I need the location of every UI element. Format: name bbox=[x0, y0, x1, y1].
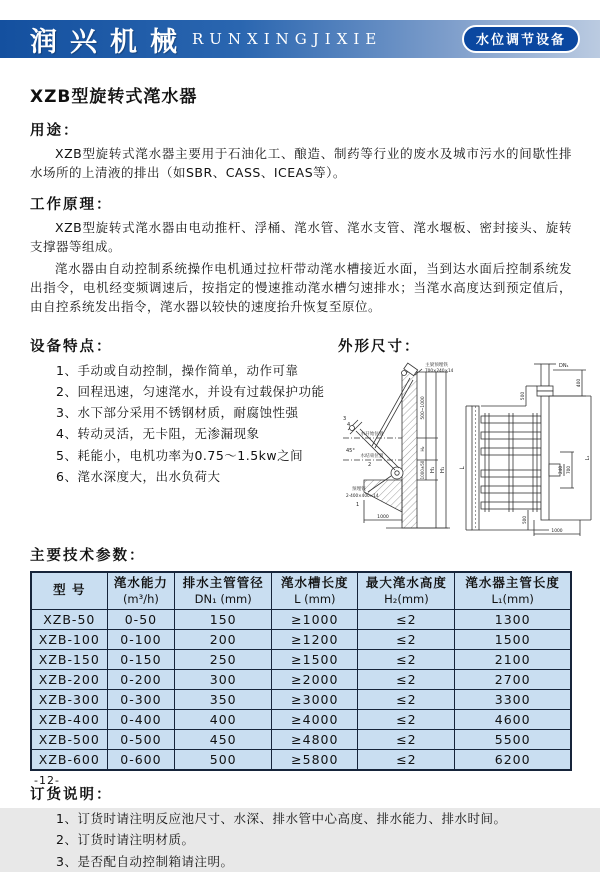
table-cell: ≤2 bbox=[358, 730, 455, 750]
table-row bbox=[31, 710, 571, 730]
brand-name-chinese: 润兴机械 bbox=[30, 26, 190, 58]
callout-2: 2 bbox=[368, 461, 372, 468]
parameters-heading: 主要技术参数： bbox=[30, 547, 146, 564]
table-cell: 2700 bbox=[455, 670, 571, 690]
feature-item: 6、滗水深度大，出水负荷大 bbox=[56, 468, 221, 484]
water-end-label: 水结束位置 bbox=[360, 453, 384, 459]
table-cell: 2100 bbox=[455, 650, 571, 670]
column-header-unit: DN₁ (mm) bbox=[194, 591, 252, 606]
ordering-item: 3、是否配自动控制箱请注明。 bbox=[56, 853, 234, 869]
features-column bbox=[30, 325, 338, 540]
table-cell: 6200 bbox=[455, 750, 571, 771]
table-cell: ≥1500 bbox=[272, 650, 358, 670]
angle-label: 45° bbox=[346, 447, 355, 454]
ordering-heading: 订货说明： bbox=[30, 787, 113, 804]
page-content bbox=[0, 58, 600, 872]
svg-text:2-400×400×14: 2-400×400×14 bbox=[346, 492, 379, 498]
feature-item: 2、回程迅速，匀速滗水，并设有过载保护功能 bbox=[56, 383, 325, 399]
features-heading: 设备特点： bbox=[30, 338, 113, 355]
dimensions-heading: 外形尺寸： bbox=[338, 338, 421, 355]
parameters-table bbox=[30, 571, 572, 771]
features-list bbox=[30, 360, 338, 488]
column-header-unit: L (mm) bbox=[294, 591, 336, 606]
column-header bbox=[358, 572, 455, 610]
table-cell: XZB-500 bbox=[31, 730, 107, 750]
column-header bbox=[175, 572, 272, 610]
dim-1000-left: 1000 bbox=[377, 514, 389, 520]
water-start-label: 水开始位置 bbox=[360, 431, 384, 437]
table-cell: 0-150 bbox=[107, 650, 175, 670]
dim-dn1: DN₁ bbox=[559, 362, 569, 369]
beam-embed-label: 主梁预埋铁 bbox=[425, 362, 448, 368]
column-header bbox=[455, 572, 571, 610]
table-cell: 1500 bbox=[455, 630, 571, 650]
drawing-labels bbox=[343, 361, 591, 534]
table-cell: 350 bbox=[175, 690, 272, 710]
column-header-name: 滗水槽长度 bbox=[281, 574, 349, 590]
column-header-unit: (m³/h) bbox=[122, 591, 159, 606]
table-cell: ≤2 bbox=[358, 690, 455, 710]
flange-lower bbox=[537, 391, 553, 396]
feature-item: 4、转动灵活，无卡阻，无渗漏现象 bbox=[56, 426, 260, 442]
table-cell: 1300 bbox=[455, 610, 571, 630]
technical-drawing-svg bbox=[338, 360, 596, 540]
table-cell: 0-600 bbox=[107, 750, 175, 771]
table-cell: 0-300 bbox=[107, 690, 175, 710]
column-header bbox=[107, 572, 175, 610]
dim-h2: H₂ bbox=[421, 445, 426, 452]
flange-upper bbox=[537, 386, 553, 391]
table-cell: ≤2 bbox=[358, 650, 455, 670]
table-cell: 150 bbox=[175, 610, 272, 630]
column-header-unit: L₁(mm) bbox=[491, 591, 534, 606]
table-cell: 0-100 bbox=[107, 630, 175, 650]
table-cell: 200 bbox=[175, 630, 272, 650]
column-header-name: 滗水能力 bbox=[113, 574, 168, 590]
column-header-name: 排水主管管径 bbox=[182, 574, 264, 590]
embed-plate-label: 预埋铁 bbox=[352, 486, 366, 492]
table-cell: ≥1000 bbox=[272, 610, 358, 630]
dim-h1-inner: H₁ bbox=[430, 466, 436, 473]
table-cell: 0-200 bbox=[107, 670, 175, 690]
table-cell: ≤2 bbox=[358, 670, 455, 690]
table-cell: 450 bbox=[175, 730, 272, 750]
table-cell: XZB-50 bbox=[31, 610, 107, 630]
table-cell: XZB-300 bbox=[31, 690, 107, 710]
outline-dimension-drawing bbox=[338, 360, 596, 540]
dim-240: 240 bbox=[558, 465, 563, 474]
callout-4: 4 bbox=[347, 421, 351, 428]
dim-500-bottom: 500 bbox=[522, 515, 527, 524]
table-row bbox=[31, 730, 571, 750]
table-cell: 4600 bbox=[455, 710, 571, 730]
dim-h1-outer: H₁ bbox=[440, 466, 446, 473]
table-cell: XZB-200 bbox=[31, 670, 107, 690]
ordering-list bbox=[30, 808, 572, 872]
principle-paragraph-2: 滗水器由自动控制系统操作电机通过拉杆带动滗水槽接近水面，当到达水面后控制系统发出指令，电机经变频调速后，按指定的慢速推动滗水槽匀速排水；当滗水高度达到预定值后，由自控系统发出指令，滗水器以较快的速度抬升恢复至原位。 bbox=[30, 260, 572, 315]
table-cell: 400 bbox=[175, 710, 272, 730]
table-cell: ≥4800 bbox=[272, 730, 358, 750]
product-title: XZB型旋转式滗水器 bbox=[30, 87, 198, 107]
table-cell: 500 bbox=[175, 750, 272, 771]
table-cell: XZB-400 bbox=[31, 710, 107, 730]
callout-3: 3 bbox=[343, 415, 347, 422]
column-header-name: 滗水器主管长度 bbox=[465, 574, 560, 590]
column-header bbox=[272, 572, 358, 610]
callout-1: 1 bbox=[356, 501, 360, 508]
table-row bbox=[31, 690, 571, 710]
table-cell: ≥1200 bbox=[272, 630, 358, 650]
table-cell: 0-50 bbox=[107, 610, 175, 630]
table-cell: XZB-150 bbox=[31, 650, 107, 670]
table-cell: ≥2000 bbox=[272, 670, 358, 690]
feature-item: 1、手动或自动控制，操作简单，动作可靠 bbox=[56, 362, 299, 378]
riser-pipe bbox=[541, 364, 549, 386]
dim-L: L bbox=[459, 465, 466, 470]
table-cell: ≤2 bbox=[358, 630, 455, 650]
dim-500-top: 500 bbox=[521, 391, 526, 400]
usage-heading: 用途： bbox=[30, 123, 80, 139]
header-band bbox=[0, 20, 600, 58]
table-cell: 300 bbox=[175, 670, 272, 690]
decanter-pipes bbox=[481, 413, 541, 512]
column-header-name: 最大滗水高度 bbox=[365, 574, 447, 590]
dimensions-column bbox=[338, 325, 596, 540]
table-cell: ≥5800 bbox=[272, 750, 358, 771]
principle-heading: 工作原理： bbox=[30, 196, 113, 213]
table-cell: ≥3000 bbox=[272, 690, 358, 710]
column-header bbox=[31, 572, 107, 610]
dim-700: 700 bbox=[566, 465, 571, 474]
feature-item: 3、水下部分采用不锈钢材质，耐腐蚀性强 bbox=[56, 405, 299, 421]
features-and-dimensions-row bbox=[30, 325, 591, 540]
parameters-section bbox=[30, 544, 572, 771]
table-cell: XZB-600 bbox=[31, 750, 107, 771]
brand-name-pinyin: RUNXINGJIXIE bbox=[192, 30, 383, 48]
ordering-item: 2、订货时请注明材质。 bbox=[56, 832, 195, 848]
table-cell: 0-500 bbox=[107, 730, 175, 750]
svg-text:700×240×14: 700×240×14 bbox=[425, 367, 454, 373]
dim-1000-50: 1000±50 bbox=[420, 460, 425, 479]
dim-500-1000: 500~1000 bbox=[421, 396, 426, 420]
feature-item: 5、耗能小，电机功率为0.75～1.5kw之间 bbox=[56, 447, 304, 463]
table-cell: 0-400 bbox=[107, 710, 175, 730]
table-cell: 5500 bbox=[455, 730, 571, 750]
table-cell: 3300 bbox=[455, 690, 571, 710]
principle-paragraph-1: XZB型旋转式滗水器由电动推杆、浮桶、滗水管、滗水支管、滗水堰板、密封接头、旋转支撑器等组成。 bbox=[30, 219, 572, 255]
dim-1000-bottom: 1000 bbox=[551, 528, 563, 534]
table-cell: ≥4000 bbox=[272, 710, 358, 730]
column-header-unit: H₂(mm) bbox=[384, 591, 429, 606]
table-cell: ≤2 bbox=[358, 610, 455, 630]
dim-L1: L₁ bbox=[585, 455, 591, 461]
table-row bbox=[31, 750, 571, 771]
table-row bbox=[31, 670, 571, 690]
page-number: -12- bbox=[34, 774, 60, 787]
table-cell: 250 bbox=[175, 650, 272, 670]
table-row bbox=[31, 630, 571, 650]
table-row bbox=[31, 650, 571, 670]
category-badge: 水位调节设备 bbox=[462, 25, 580, 53]
table-cell: XZB-100 bbox=[31, 630, 107, 650]
dim-400: 400 bbox=[577, 378, 582, 387]
column-header-name: 型 号 bbox=[53, 582, 86, 598]
ordering-item: 1、订货时请注明反应池尺寸、水深、排水管中心高度、排水能力、排水时间。 bbox=[56, 811, 507, 827]
usage-paragraph: XZB型旋转式滗水器主要用于石油化工、酿造、制药等行业的废水及城市污水的间歇性排水场所的上清液的排出（如SBR、CASS、ICEAS等）。 bbox=[30, 146, 572, 181]
table-cell: ≤2 bbox=[358, 710, 455, 730]
table-row bbox=[31, 610, 571, 630]
table-cell: ≤2 bbox=[358, 750, 455, 771]
main-pipe bbox=[541, 396, 549, 520]
